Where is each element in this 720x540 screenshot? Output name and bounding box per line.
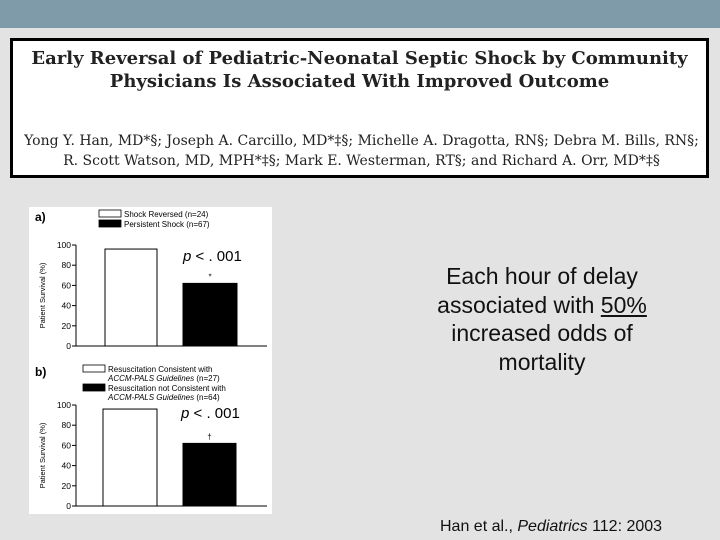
legend-label-line1: Resuscitation Consistent with bbox=[108, 365, 213, 374]
legend-swatch bbox=[99, 210, 121, 217]
pvalue-a-p: p bbox=[183, 248, 192, 265]
bar-black bbox=[183, 283, 237, 346]
pvalue-b bbox=[181, 405, 240, 422]
legend-label-line2 bbox=[107, 393, 220, 402]
paper-authors bbox=[19, 131, 704, 171]
chart-legend bbox=[83, 365, 226, 402]
y-axis-label: Patient Survival (%) bbox=[38, 422, 47, 489]
y-tick-label: 40 bbox=[61, 460, 71, 471]
y-tick-label: 0 bbox=[66, 501, 71, 511]
paper-authors-line2: R. Scott Watson, MD, MPH*‡§; Mark E. Westerman, RT§; and Richard A. Orr, MD*‡§ bbox=[63, 153, 660, 169]
significance-marker: † bbox=[207, 432, 212, 442]
legend-swatch bbox=[99, 220, 121, 227]
citation-author: Han et al., bbox=[440, 518, 518, 535]
legend-label-n: (n=64) bbox=[194, 393, 220, 402]
paper-header bbox=[10, 38, 709, 178]
paper-title-line2: Physicians Is Associated With Improved Outcome bbox=[109, 71, 610, 92]
bar-black bbox=[183, 443, 236, 506]
chart-panel-b bbox=[35, 365, 267, 511]
y-tick-label: 0 bbox=[66, 341, 71, 351]
legend-label-line2 bbox=[107, 374, 220, 383]
callout-line3: increased odds of bbox=[451, 320, 633, 346]
bar-white bbox=[103, 409, 157, 506]
chart-panel-a bbox=[35, 210, 267, 351]
bar-white bbox=[105, 249, 157, 346]
legend-label-guidelines: ACCM-PALS Guidelines bbox=[108, 393, 195, 402]
callout-line2 bbox=[408, 291, 676, 320]
legend-label-n: (n=27) bbox=[194, 374, 220, 383]
y-axis-label: Patient Survival (%) bbox=[38, 262, 47, 329]
citation-ref: 112: 2003 bbox=[587, 518, 663, 535]
callout-line1: Each hour of delay bbox=[446, 263, 638, 289]
y-tick-label: 60 bbox=[61, 280, 71, 291]
callout-line2-prefix: associated with bbox=[437, 291, 601, 318]
y-tick-label: 100 bbox=[56, 240, 71, 250]
chart-legend bbox=[99, 210, 210, 229]
paper-title-line1: Early Reversal of Pediatric-Neonatal Septic Shock by Community bbox=[31, 48, 688, 69]
pvalue-a-rest: < . 001 bbox=[191, 248, 242, 265]
pvalue-b-rest: < . 001 bbox=[189, 405, 240, 422]
legend-swatch bbox=[83, 384, 105, 391]
legend-label: Shock Reversed (n=24) bbox=[124, 210, 209, 219]
y-tick-label: 20 bbox=[61, 320, 71, 331]
y-tick-label: 100 bbox=[56, 400, 71, 410]
citation-journal: Pediatrics bbox=[517, 518, 588, 535]
panel-label: b) bbox=[35, 365, 47, 379]
y-tick-label: 20 bbox=[61, 480, 71, 491]
callout-highlight: 50% bbox=[600, 291, 647, 318]
pvalue-a bbox=[183, 248, 242, 265]
citation bbox=[440, 518, 710, 536]
y-tick-label: 40 bbox=[61, 300, 71, 311]
callout-text bbox=[408, 262, 676, 376]
legend-swatch bbox=[83, 365, 105, 372]
panel-label: a) bbox=[35, 210, 46, 224]
top-band bbox=[0, 0, 720, 28]
legend-label-line1: Resuscitation not Consistent with bbox=[108, 384, 226, 393]
pvalue-b-p: p bbox=[181, 405, 190, 422]
legend-label: Persistent Shock (n=67) bbox=[124, 220, 210, 229]
legend-label-guidelines: ACCM-PALS Guidelines bbox=[108, 374, 195, 383]
y-tick-label: 80 bbox=[61, 260, 71, 271]
paper-authors-line1: Yong Y. Han, MD*§; Joseph A. Carcillo, MD*‡§; Michelle A. Dragotta, RN§; Debra M. Bills, RN§; bbox=[24, 133, 699, 149]
callout-line4: mortality bbox=[498, 348, 586, 375]
paper-title bbox=[13, 47, 706, 93]
y-tick-label: 80 bbox=[61, 420, 71, 431]
significance-marker: * bbox=[208, 272, 212, 282]
y-tick-label: 60 bbox=[61, 440, 71, 451]
